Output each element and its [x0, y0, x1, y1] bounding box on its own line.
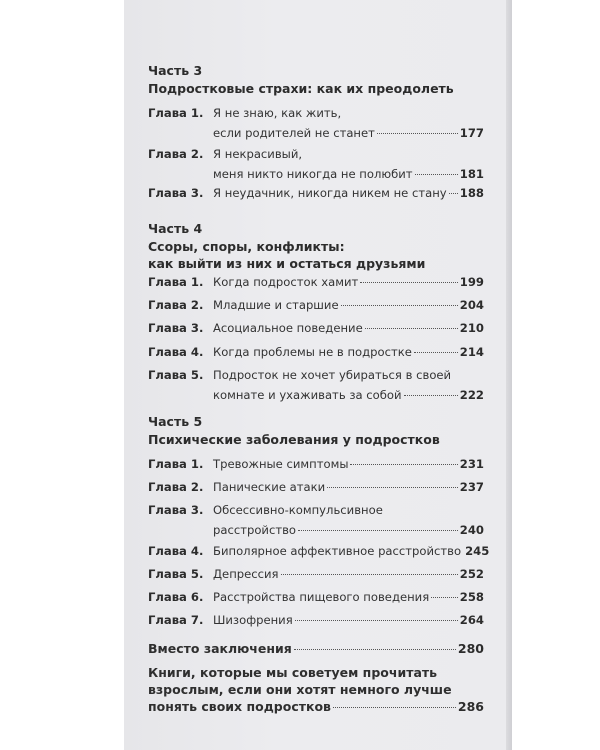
dot-leader — [294, 649, 456, 650]
page-number: 188 — [459, 186, 484, 200]
chapter-number: Глава 3. — [148, 321, 204, 335]
dot-leader — [431, 597, 458, 598]
recommended-books-section — [148, 664, 484, 715]
chapter-title-line: Когда проблемы не в подростке — [213, 345, 412, 359]
dot-leader — [350, 464, 457, 465]
chapter-title-line: Я некрасивый, — [213, 147, 303, 161]
chapter-title-line: расстройство — [213, 522, 297, 537]
chapter-number: Глава 2. — [148, 298, 204, 312]
chapter-title-line: меня никто никогда не полюбит — [213, 166, 413, 181]
page-number: 204 — [459, 298, 484, 312]
dot-leader — [281, 574, 458, 575]
chapter-title-line: Шизофрения — [213, 613, 293, 627]
page-number: 286 — [457, 699, 484, 714]
chapter-title-line: Панические атаки — [213, 480, 326, 494]
books-title-line: взрослым, если они хотят немного лучше — [148, 682, 452, 697]
chapter-title-line: Подросток не хочет убираться в своей — [213, 368, 452, 382]
page-number: 252 — [459, 567, 484, 581]
chapter-number: Глава 5. — [148, 567, 204, 581]
dot-leader — [449, 193, 458, 194]
page-number: 231 — [459, 457, 484, 471]
chapter-title-line: Асоциальное поведение — [213, 321, 363, 335]
dot-leader — [365, 328, 458, 329]
chapter-number: Глава 1. — [148, 457, 204, 471]
chapter-number: Глава 2. — [148, 147, 204, 161]
page-number: 214 — [459, 345, 484, 359]
page-edge — [506, 0, 512, 750]
page-number: 177 — [459, 125, 484, 140]
dot-leader — [415, 174, 458, 175]
page-number: 210 — [459, 321, 484, 335]
chapter-title-line: Я неудачник, никогда никем не стану — [213, 186, 447, 200]
part-4-label: Часть 4 — [148, 221, 203, 236]
part-3-label: Часть 3 — [148, 63, 203, 78]
closing-section — [148, 640, 484, 657]
chapter-title-line: Биполярное аффективное расстройство — [213, 544, 462, 558]
chapter-title-line: Младшие и старшие — [213, 298, 339, 312]
dot-leader — [377, 133, 458, 134]
chapter-title-line: Обсессивно-компульсивное — [213, 503, 383, 517]
part-5-label: Часть 5 — [148, 414, 203, 429]
part-5-title: Психические заболевания у подростков — [148, 432, 440, 447]
page-number: 264 — [459, 613, 484, 627]
chapter-number: Глава 7. — [148, 613, 204, 627]
books-title-line: понять своих подростков — [148, 699, 331, 714]
dot-leader — [295, 620, 458, 621]
chapter-number: Глава 6. — [148, 590, 204, 604]
dot-leader — [327, 487, 458, 488]
chapter-title-line: Расстройства пищевого поведения — [213, 590, 430, 604]
chapter-title-line: комнате и ухаживать за собой — [213, 387, 402, 402]
page-number: 245 — [465, 544, 490, 558]
dot-leader — [404, 395, 458, 396]
books-title-line: Книги, которые мы советуем прочитать — [148, 665, 438, 680]
dot-leader — [341, 305, 458, 306]
dot-leader — [414, 352, 458, 353]
dot-leader — [298, 530, 458, 531]
page-number: 280 — [457, 641, 484, 656]
chapter-number: Глава 4. — [148, 544, 204, 558]
page-number: 237 — [459, 480, 484, 494]
page-number: 240 — [459, 522, 484, 537]
page-number: 258 — [459, 590, 484, 604]
chapter-number: Глава 2. — [148, 480, 204, 494]
page-number: 181 — [459, 166, 484, 181]
chapter-number: Глава 4. — [148, 345, 204, 359]
chapter-title-line: Когда подросток хамит — [213, 275, 359, 289]
page-number: 222 — [459, 387, 484, 402]
chapter-title-line: Депрессия — [213, 567, 279, 581]
chapter-title-line: если родителей не станет — [213, 125, 375, 140]
chapter-number: Глава 3. — [148, 186, 204, 200]
closing-title: Вместо заключения — [148, 641, 292, 656]
dot-leader — [360, 282, 458, 283]
dot-leader — [333, 707, 456, 708]
chapter-number: Глава 3. — [148, 503, 204, 517]
part-4-title: Ссоры, споры, конфликты: как выйти из них и остаться друзьями — [148, 239, 426, 271]
page-number: 199 — [459, 275, 484, 289]
part-3-title: Подростковые страхи: как их преодолеть — [148, 81, 454, 96]
chapter-number: Глава 1. — [148, 106, 204, 120]
chapter-number: Глава 1. — [148, 275, 204, 289]
chapter-title-line: Я не знаю, как жить, — [213, 106, 342, 120]
chapter-number: Глава 5. — [148, 368, 204, 382]
chapter-title-line: Тревожные симптомы — [213, 457, 349, 471]
